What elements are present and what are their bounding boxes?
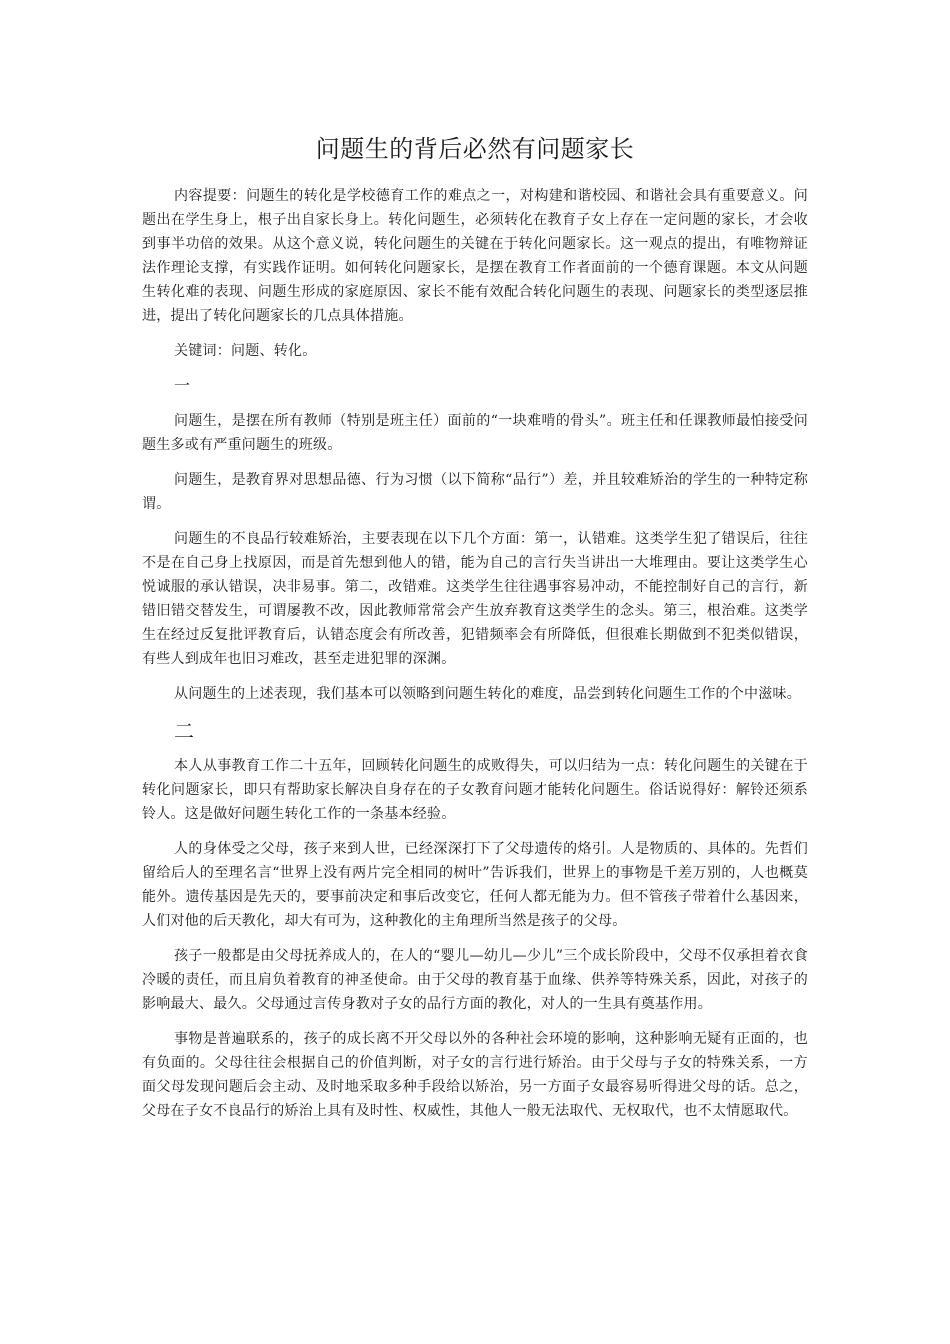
document-body: [142, 184, 808, 1134]
paragraph: 孩子一般都是由父母抚养成人的，在人的“婴儿—幼儿—少儿”三个成长阶段中，父母不仅承担着衣食冷暖的责任，而且肩负着教育的神圣使命。由于父母的教育基于血缘、供养等特殊关系，因此，对孩子的影响最大、最久。父母通过言传身教对子女的品行方面的教化，对人的一生具有奠基作用。: [142, 948, 808, 1012]
abstract-paragraph: 内容提要：问题生的转化是学校德育工作的难点之一，对构建和谐校园、和谐社会具有重要意义。问题出在学生身上，根子出自家长身上。转化问题生，必须转化在教育子女上存在一定问题的家长，才会收到事半功倍的效果。从这个意义说，转化问题生的关键在于转化问题家长。这一观点的提出，有唯物辩证法作理论支撑，有实践作证明。如何转化问题家长，是摆在教育工作者面前的一个德育课题。本文从问题生转化难的表现、问题生形成的家庭原因、家长不能有效配合转化问题生的表现、问题家长的类型逐层推进，提出了转化问题家长的几点具体措施。: [142, 188, 808, 324]
section-one-heading: 一: [174, 376, 191, 395]
paragraph: 事物是普遍联系的，孩子的成长离不开父母以外的各种社会环境的影响，这种影响无疑有正面的，也有负面的。父母往往会根据自己的价值判断，对子女的言行进行矫治。由于父母与子女的特殊关系，一方面父母发现问题后会主动、及时地采取多种手段给以矫治，另一方面子女最容易听得进父母的话。总之，父母在子女不良品行的矫治上具有及时性、权威性，其他人一般无法取代、无权取代，也不太情愿取代。: [142, 1031, 808, 1119]
document-title: 问题生的背后必然有问题家长: [315, 135, 635, 163]
paragraph: 本人从事教育工作二十五年，回顾转化问题生的成败得失，可以归结为一点：转化问题生的关键在于转化问题家长，即只有帮助家长解决自身存在的子女教育问题才能转化问题生。俗话说得好：解铃还须系铃人。这是做好问题生转化工作的一条基本经验。: [142, 758, 808, 822]
paragraph: 人的身体受之父母，孩子来到人世，已经深深打下了父母遗传的烙引。人是物质的、具体的。先哲们留给后人的至理名言“世界上没有两片完全相同的树叶”告诉我们，世界上的事物是千差万别的，人也概莫能外。遗传基因是先天的，要事前决定和事后改变它，任何人都无能为力。但不管孩子带着什么基因来，人们对他的后天教化，却大有可为，这种教化的主角理所当然是孩子的父母。: [142, 841, 808, 929]
keywords-paragraph: 关键词：问题、转化。: [174, 343, 317, 359]
paragraph: 问题生，是教育界对思想品德、行为习惯（以下简称“品行”）差，并且较难矫治的学生的一种特定称谓。: [142, 472, 808, 512]
paragraph: 从问题生的上述表现，我们基本可以领略到问题生转化的难度，品尝到转化问题生工作的个中滋味。: [174, 686, 801, 702]
paragraph: 问题生的不良品行较难矫治，主要表现在以下几个方面：第一，认错难。这类学生犯了错误后，往往不是在自己身上找原因，而是首先想到他人的错，能为自己的言行失当讲出一大堆理由。要让这类学生心悦诚服的承认错误，决非易事。第二，改错难。这类学生往往遇事容易冲动，不能控制好自己的言行，新错旧错交替发生，可谓屡教不改，因此教师常常会产生放弃教育这类学生的念头。第三，根治难。这类学生在经过反复批评教育后，认错态度会有所改善，犯错频率会有所降低，但很难长期做到不犯类似错误，有些人到成年也旧习难改，甚至走进犯罪的深渊。: [142, 531, 808, 667]
paragraph: 问题生，是摆在所有教师（特别是班主任）面前的“一块难啃的骨头”。班主任和任课教师最怕接受问题生多或有严重问题生的班级。: [142, 413, 808, 453]
section-two-heading: 二: [174, 719, 194, 743]
